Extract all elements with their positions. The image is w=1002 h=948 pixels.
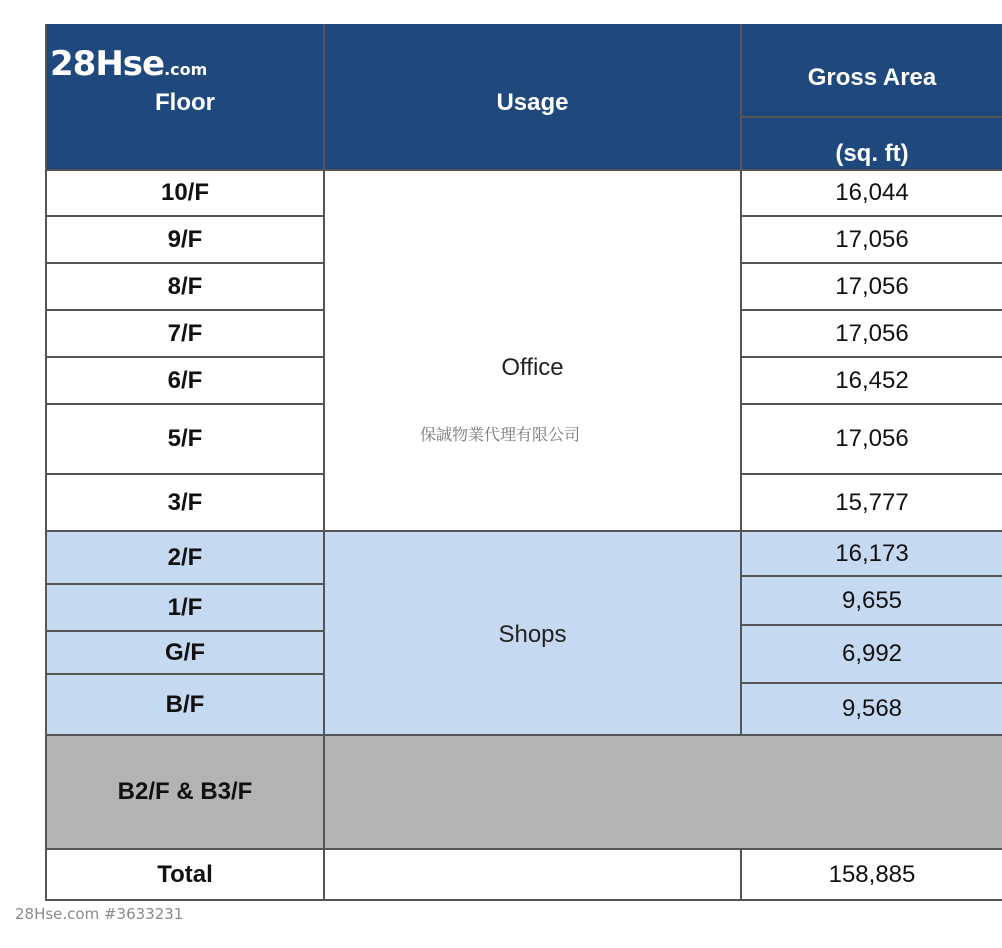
grid-line bbox=[740, 24, 742, 736]
usage-shops-label: Shops bbox=[498, 621, 567, 648]
grid-line bbox=[740, 848, 742, 901]
header-floor-label: Floor bbox=[155, 88, 215, 116]
grid-line bbox=[45, 530, 1002, 532]
grid-line bbox=[740, 215, 1002, 217]
grid-line bbox=[740, 309, 1002, 311]
header-usage bbox=[325, 24, 740, 169]
area-cell: 16,173 bbox=[742, 532, 1002, 575]
header-usage-label: Usage bbox=[496, 88, 569, 116]
area-cell: 15,777 bbox=[742, 475, 1002, 530]
header-gross-area-label: Gross Area bbox=[807, 64, 937, 91]
floor-cell: 9/F bbox=[47, 217, 323, 262]
site-logo bbox=[50, 44, 207, 84]
floor-cell: 3/F bbox=[47, 475, 323, 530]
grid-line bbox=[45, 734, 1002, 736]
total-label-cell: Total bbox=[47, 850, 323, 899]
header-gross-area bbox=[742, 24, 1002, 116]
grid-line bbox=[740, 403, 1002, 405]
grid-line bbox=[740, 262, 1002, 264]
floor-cell: 7/F bbox=[47, 311, 323, 356]
grid-line bbox=[45, 169, 1002, 171]
area-cell: 17,056 bbox=[742, 405, 1002, 473]
listing-id-footer: 28Hse.com #3633231 bbox=[15, 905, 184, 923]
floor-cell: G/F bbox=[47, 632, 323, 673]
grid-line bbox=[45, 215, 323, 217]
floor-cell: B/F bbox=[47, 675, 323, 734]
total-area-cell: 158,885 bbox=[742, 850, 1002, 899]
grid-line bbox=[45, 403, 323, 405]
area-cell: 6,992 bbox=[742, 626, 1002, 682]
grid-line bbox=[45, 583, 323, 585]
area-cell: 9,655 bbox=[742, 577, 1002, 624]
basement-usage-cell bbox=[325, 736, 1002, 848]
header-unit bbox=[742, 118, 1002, 169]
grid-line bbox=[45, 309, 323, 311]
logo-main: 28Hse bbox=[50, 44, 165, 84]
floor-cell: 5/F bbox=[47, 405, 323, 473]
grid-line bbox=[323, 24, 325, 901]
agency-watermark: 保誠物業代理有限公司 bbox=[419, 425, 580, 444]
grid-line bbox=[740, 624, 1002, 626]
grid-line bbox=[742, 116, 1002, 118]
total-usage-cell bbox=[325, 850, 740, 899]
area-cell: 17,056 bbox=[742, 264, 1002, 309]
grid-line bbox=[45, 848, 1002, 850]
basement-floor-cell: B2/F & B3/F bbox=[47, 736, 323, 848]
grid-line bbox=[740, 473, 1002, 475]
header-unit-label: (sq. ft) bbox=[835, 139, 909, 167]
grid-line bbox=[45, 673, 323, 675]
floor-cell: 2/F bbox=[47, 532, 323, 583]
grid-line bbox=[740, 575, 1002, 577]
floor-cell: 8/F bbox=[47, 264, 323, 309]
grid-line bbox=[45, 630, 323, 632]
area-cell: 9,568 bbox=[742, 684, 1002, 734]
logo-suffix: .com bbox=[164, 60, 208, 79]
grid-line bbox=[740, 682, 1002, 684]
area-cell: 17,056 bbox=[742, 311, 1002, 356]
area-cell: 17,056 bbox=[742, 217, 1002, 262]
usage-office-label: Office bbox=[501, 354, 564, 381]
grid-line bbox=[45, 356, 323, 358]
grid-line bbox=[45, 473, 323, 475]
grid-line bbox=[740, 356, 1002, 358]
floor-cell: 10/F bbox=[47, 171, 323, 215]
grid-line bbox=[45, 262, 323, 264]
area-cell: 16,452 bbox=[742, 358, 1002, 403]
area-cell: 16,044 bbox=[742, 171, 1002, 215]
floor-cell: 1/F bbox=[47, 585, 323, 630]
floor-cell: 6/F bbox=[47, 358, 323, 403]
